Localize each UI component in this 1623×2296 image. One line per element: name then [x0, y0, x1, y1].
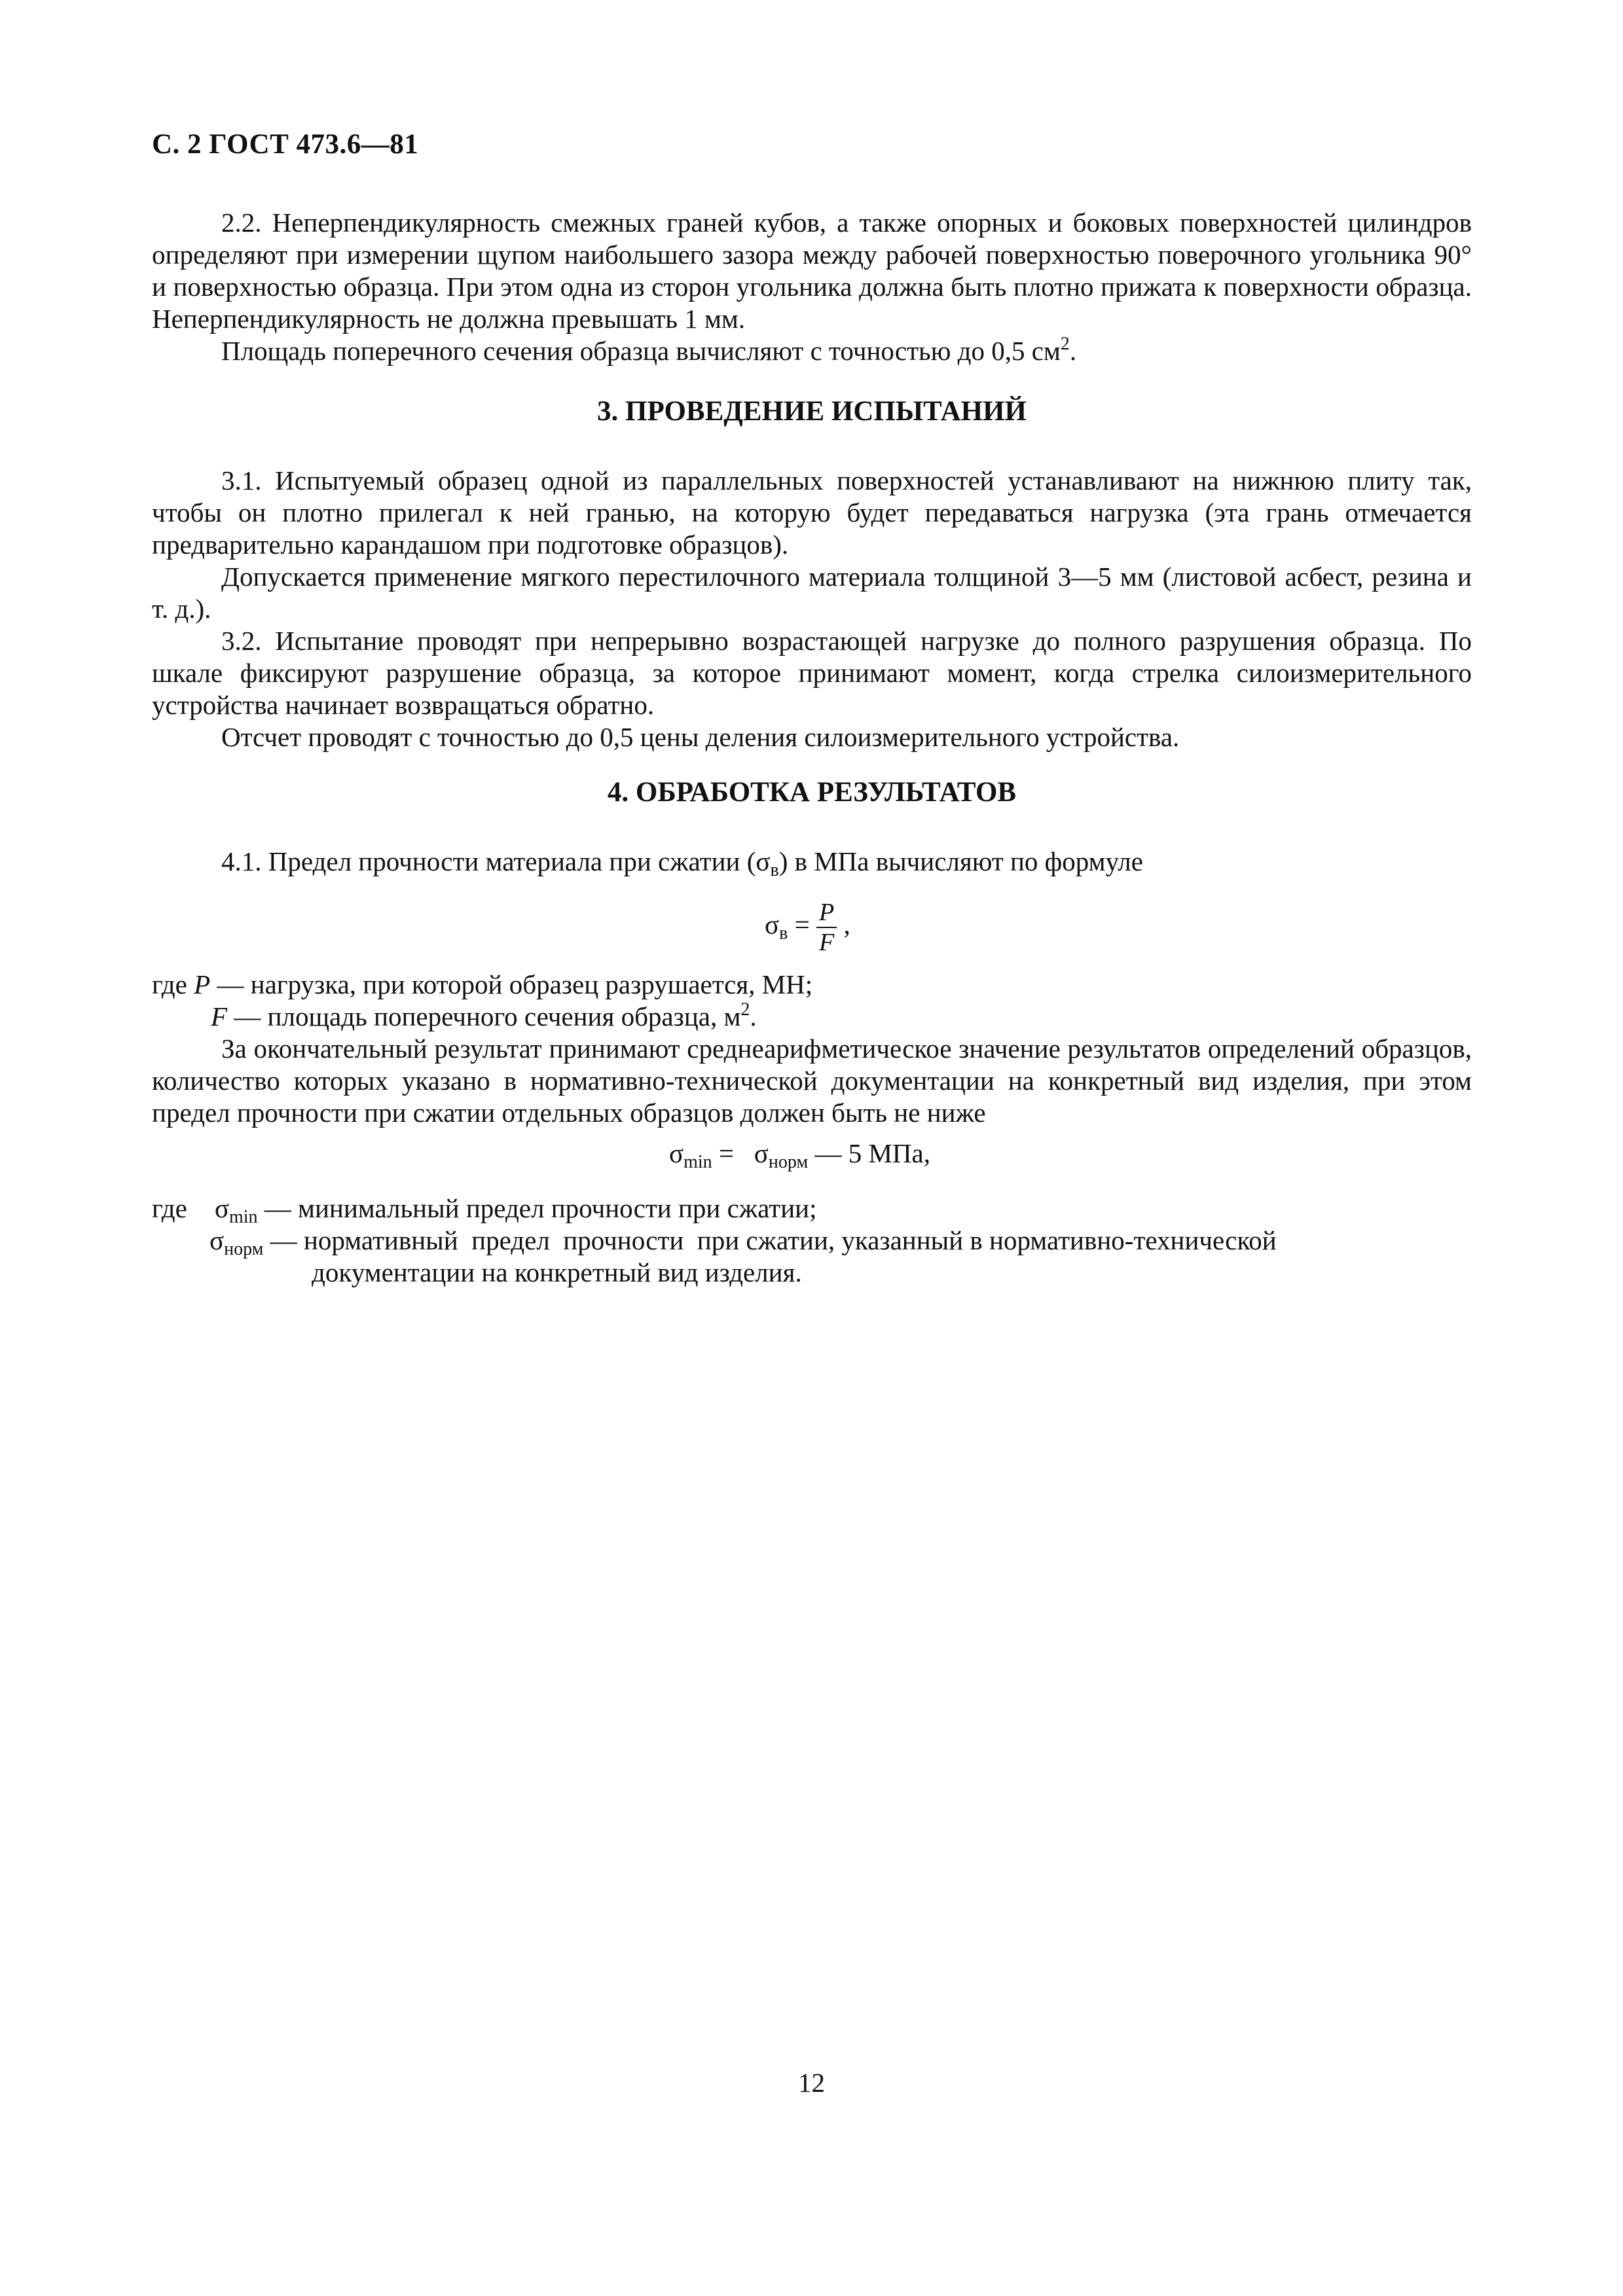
where-f: F — площадь поперечного сечения образца, $м^2$. [211, 999, 757, 1031]
section-2-block [152, 207, 1472, 367]
paragraph-reading-accuracy: Отсчет проводят с точностью до 0,5 цены деления силоизмерительного устройства. [221, 722, 1180, 752]
formula-sigma-b: $\sigma_в$ = $\frac{P}{F}$ , [765, 899, 850, 956]
section-4-block [152, 1033, 1472, 1129]
fraction-p-over-f: $\frac{P}{F}$ [816, 898, 837, 957]
paragraph-area-accuracy: Площадь поперечного сечения образца вычисляют с точностью до 0,5 $см^2$. [221, 334, 1077, 366]
paragraph-4-1: 4.1. Предел прочности материала при сжатии $(\sigma_в)$ в МПа вычисляют по формуле [221, 846, 1143, 880]
where-p: где P — нагрузка, при которой образец разрушается, МН; [152, 969, 813, 999]
paragraph-final-result: За окончательный результат принимают среднеарифметическое значение результатов определений образцов, количество которых указано в нормативно-технической документации на конкретный вид изделия, при этом предел прочности при сжатии отдельных образцов должен быть не ниже [152, 1033, 1472, 1128]
page-number: 12 [798, 2068, 825, 2098]
formula-lhs: σ [765, 909, 780, 940]
where-sigma-min: где $\sigma_{min}$ — минимальный предел прочности при сжатии; [152, 1193, 817, 1227]
page-header: С. 2 ГОСТ 473.6—81 [152, 129, 419, 160]
paragraph-2-2: 2.2. Неперпендикулярность смежных граней кубов, а также опорных и боковых поверхностей цилиндров определяют при измерении щупом наибольшего зазора между рабочей поверхностью поверочного угольника 90° и поверхностью образца. При этом одна из сторон угольника должна быть плотно прижата к поверхности образца. Неперпендикулярность не должна превышать 1 мм. [152, 207, 1472, 334]
where-sigma-norm-cont: документации на конкретный вид изделия. [312, 1257, 802, 1287]
section-3-heading: 3. ПРОВЕДЕНИЕ ИСПЫТАНИЙ [597, 396, 1027, 427]
paragraph-3-2: 3.2. Испытание проводят при непрерывно возрастающей нагрузке до полного разрушения образца. По шкале фиксируют разрушение образца, за которое принимают момент, когда стрелка силоизмерительного устройства начинает возвращаться обратно. [152, 626, 1472, 720]
paragraph-padding-material: Допускается применение мягкого перестилочного материала толщиной 3—5 мм (листовой асбест, резина и т. д.). [152, 562, 1472, 624]
section-3-block [152, 465, 1472, 753]
section-4-heading: 4. ОБРАБОТКА РЕЗУЛЬТАТОВ [607, 777, 1017, 808]
paragraph-3-1: 3.1. Испытуемый образец одной из параллельных поверхностей устанавливают на нижнюю плиту так, чтобы он плотно прилегал к ней гранью, на которую будет передаваться нагрузка (эта грань отмечается предварительно карандашом при подготовке образцов). [152, 465, 1472, 560]
formula-sigma-min: $\sigma_{min} = \sigma_{норм}$ — 5 МПа, [669, 1138, 930, 1172]
where-sigma-norm: $\sigma_{норм}$ — нормативный предел прочности при сжатии, указанный в нормативно-технической [210, 1225, 1277, 1259]
